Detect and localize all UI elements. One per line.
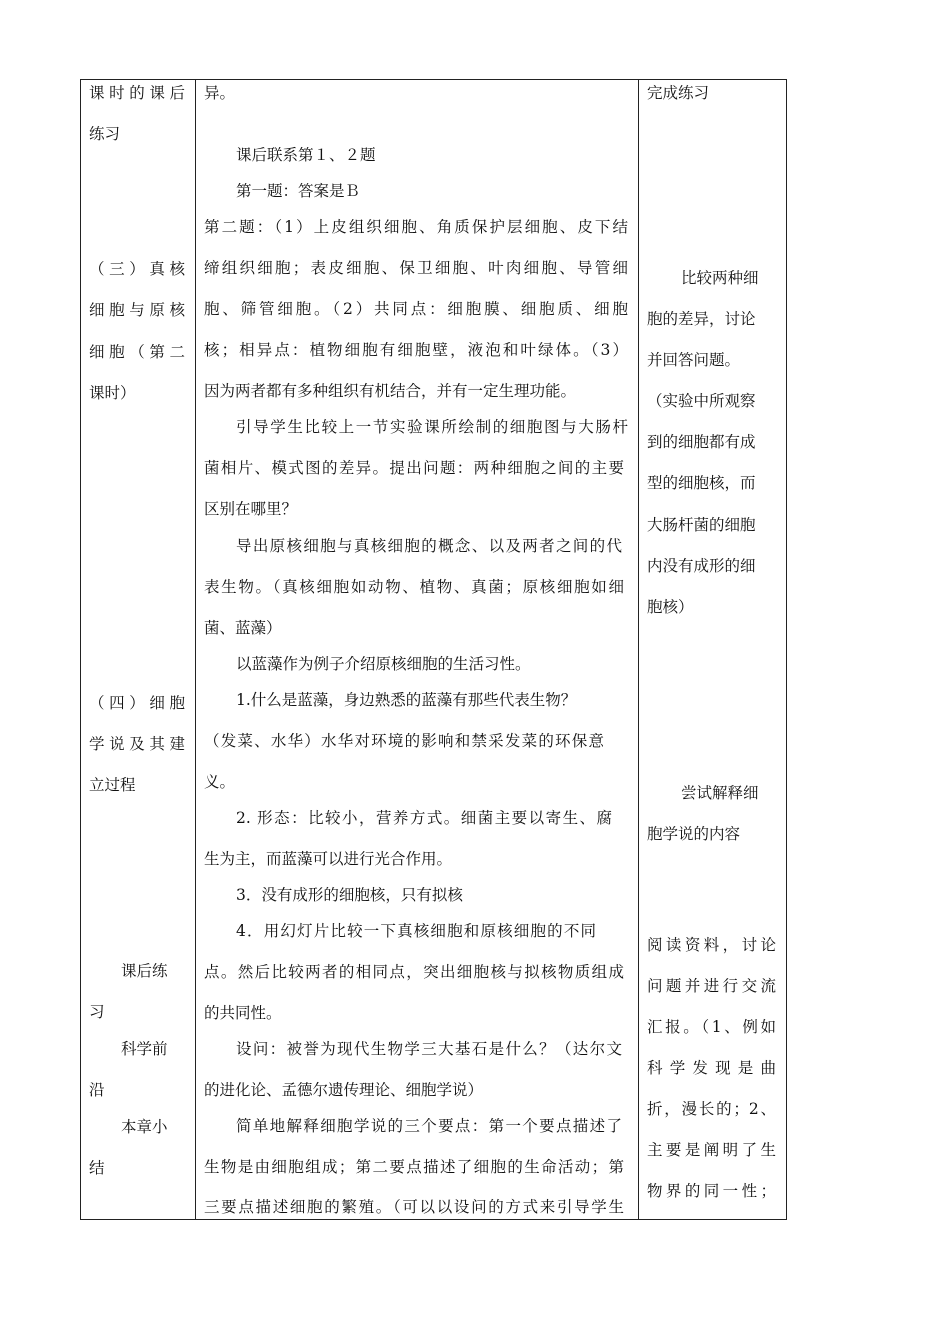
activity-line: 胞核） xyxy=(647,598,694,616)
content-line: 引导学生比较上一节实验课所绘制的细胞图与大肠杆 xyxy=(236,418,628,436)
content-line: 2. 形态：比较小，营养方式。细菌主要以寄生、腐 xyxy=(236,809,612,827)
activity-line: 尝试解释细 xyxy=(681,784,759,802)
activity-line: 型的细胞核，而 xyxy=(647,474,756,492)
content-line: 缔组织细胞；表皮细胞、保卫细胞、叶肉细胞、导管细 xyxy=(204,259,628,277)
content-line: 简单地解释细胞学说的三个要点：第一个要点描述了 xyxy=(236,1117,622,1135)
left-line: 科学前 xyxy=(121,1040,168,1058)
left-line: 课后练 xyxy=(121,962,168,980)
activity-line: 胞学说的内容 xyxy=(647,825,741,843)
activity-line: 胞的差异，讨论 xyxy=(647,310,756,328)
content-line: 生为主，而蓝藻可以进行光合作用。 xyxy=(204,850,453,868)
content-line: 区别在哪里？ xyxy=(204,500,298,518)
left-line: 结 xyxy=(89,1159,105,1177)
content-line: 3．没有成形的细胞核，只有拟核 xyxy=(236,886,463,904)
content-line: 以蓝藻作为例子介绍原核细胞的生活习性。 xyxy=(236,655,531,673)
left-line: 课时） xyxy=(89,384,136,402)
content-line: 课后联系第１、２题 xyxy=(236,146,376,164)
activity-line: 科学发现是曲 xyxy=(647,1059,776,1077)
content-line: 核；相异点：植物细胞有细胞壁，液泡和叶绿体。（3） xyxy=(204,341,628,359)
column-divider-2 xyxy=(638,80,639,1219)
content-line: 点。然后比较两者的相同点，突出细胞核与拟核物质组成 xyxy=(204,963,624,981)
content-line: （发菜、水华）水华对环境的影响和禁采发菜的环保意 xyxy=(204,732,604,750)
left-line: （三）真核 xyxy=(89,260,185,278)
activity-line: 阅读资料，讨论 xyxy=(647,936,776,954)
left-line: 细胞（第二 xyxy=(89,343,185,361)
activity-line: 比较两种细 xyxy=(681,269,759,287)
content-line: 胞、筛管细胞。（2）共同点：细胞膜、细胞质、细胞 xyxy=(204,300,628,318)
content-line: 三要点描述细胞的繁殖。（可以以设问的方式来引导学生 xyxy=(204,1198,624,1216)
content-line: 义。 xyxy=(204,773,236,791)
activity-line: 大肠杆菌的细胞 xyxy=(647,516,756,534)
content-line: 的进化论、孟德尔遗传理论、细胞学说） xyxy=(204,1081,484,1099)
left-line: 细胞与原核 xyxy=(89,301,185,319)
activity-line: 问题并进行交流 xyxy=(647,977,776,995)
content-line: 的共同性。 xyxy=(204,1004,282,1022)
left-line: 习 xyxy=(89,1003,105,1021)
activity-line: 汇报。（1、例如 xyxy=(647,1018,776,1036)
left-line: 立过程 xyxy=(89,776,136,794)
content-line: 因为两者都有多种组织有机结合，并有一定生理功能。 xyxy=(204,382,577,400)
activity-line: 完成练习 xyxy=(647,84,710,102)
content-line: 异。 xyxy=(204,84,236,102)
content-line: 第一题：答案是Ｂ xyxy=(236,182,361,200)
left-line: 课时的课后 xyxy=(89,84,185,102)
activity-line: 折，漫长的；2、 xyxy=(647,1100,776,1118)
content-line: 第二题：（1）上皮组织细胞、角质保护层细胞、皮下结 xyxy=(204,218,628,236)
content-line: 菌相片、模式图的差异。提出问题：两种细胞之间的主要 xyxy=(204,459,624,477)
content-line: 菌、蓝藻） xyxy=(204,619,282,637)
left-line: （四）细胞 xyxy=(89,694,185,712)
activity-line: 物界的同一性； xyxy=(647,1182,776,1200)
left-line: 本章小 xyxy=(121,1118,168,1136)
activity-line: （实验中所观察 xyxy=(647,392,756,410)
column-divider-1 xyxy=(195,80,196,1219)
activity-line: 内没有成形的细 xyxy=(647,557,756,575)
content-line: 生物是由细胞组成；第二要点描述了细胞的生命活动；第 xyxy=(204,1158,624,1176)
activity-line: 到的细胞都有成 xyxy=(647,433,756,451)
left-line: 练习 xyxy=(89,125,121,143)
activity-line: 并回答问题。 xyxy=(647,351,741,369)
content-line: 1.什么是蓝藻，身边熟悉的蓝藻有那些代表生物？ xyxy=(236,691,577,709)
left-line: 沿 xyxy=(89,1081,105,1099)
left-line: 学说及其建 xyxy=(89,735,185,753)
content-line: 设问：被誉为现代生物学三大基石是什么？（达尔文 xyxy=(236,1040,622,1058)
activity-line: 主要是阐明了生 xyxy=(647,1141,776,1159)
content-line: 导出原核细胞与真核细胞的概念、以及两者之间的代 xyxy=(236,537,622,555)
content-line: 表生物。（真核细胞如动物、植物、真菌；原核细胞如细 xyxy=(204,578,624,596)
content-line: 4．用幻灯片比较一下真核细胞和原核细胞的不同 xyxy=(236,922,596,940)
